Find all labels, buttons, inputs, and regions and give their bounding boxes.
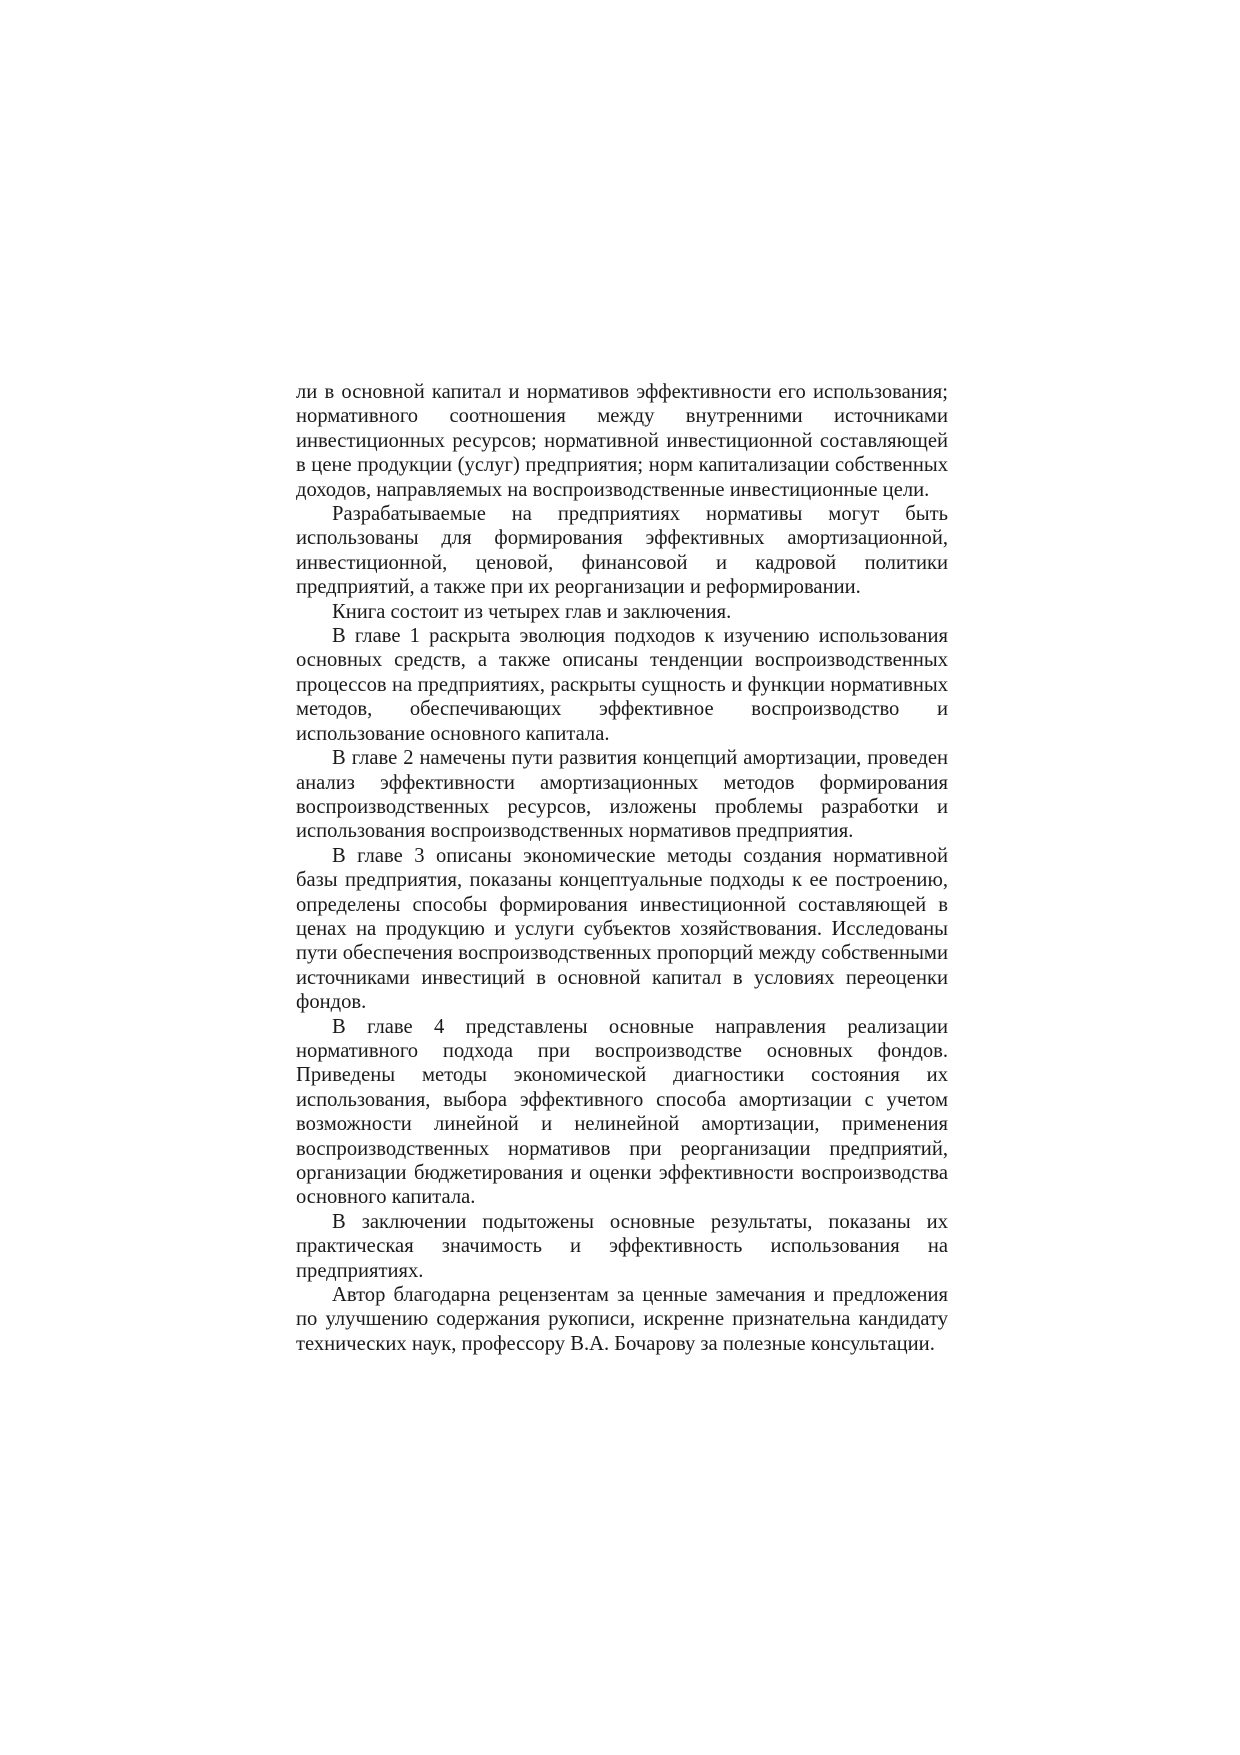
- paragraph-normatives: Разрабатываемые на предприятиях нормативы могут быть использованы для формирования эффективных амортизационной, инвестиционной, ценовой, финансовой и кадровой политики предприятий, а также при их реорганизации и реформировании.: [296, 503, 948, 599]
- paragraph-continuation: ли в основной капитал и нормативов эффективности его использования; нормативного соотношения между внутренними источниками инвестиционных ресурсов; нормативной инвестиционной составляющей в цене продукции (услуг) предприятия; норм капитализации собственных доходов, направляемых на воспроизводственные инвестиционные цели.: [296, 381, 948, 501]
- paragraph-chapter-2: В главе 2 намечены пути развития концепций амортизации, проведен анализ эффективности амортизационных методов формирования воспроизводственных ресурсов, изложены проблемы разработки и использования воспроизводственных нормативов предприятия.: [296, 747, 948, 843]
- paragraph-chapter-1: В главе 1 раскрыта эволюция подходов к изучению использования основных средств, а также описаны тенденции воспроизводственных процессов на предприятиях, раскрыты сущность и функции нормативных методов, обеспечивающих эффективное воспроизводство и использование основного капитала.: [296, 625, 948, 745]
- paragraph-chapter-4: В главе 4 представлены основные направления реализации нормативного подхода при воспроизводстве основных фондов. Приведены методы экономической диагностики состояния их использования, выбора эффективного способа амортизации с учетом возможности линейной и нелинейной амортизации, применения воспроизводственных нормативов при реорганизации предприятий, организации бюджетирования и оценки эффективности воспроизводства основного капитала.: [296, 1015, 948, 1209]
- paragraph-conclusion: В заключении подытожены основные результаты, показаны их практическая значимость и эффективность использования на предприятиях.: [296, 1210, 948, 1282]
- paragraph-acknowledgements: Автор благодарна рецензентам за ценные замечания и предложения по улучшению содержания рукописи, искренне признательна кандидату технических наук, профессору В.А. Бочарову за полезные консультации.: [296, 1284, 948, 1355]
- page-text-block: [296, 380, 948, 1356]
- paragraph-chapter-3: В главе 3 описаны экономические методы создания нормативной базы предприятия, показаны концептуальные подходы к ее построению, определены способы формирования инвестиционной составляющей в ценах на продукцию и услуги субъектов хозяйствования. Исследованы пути обеспечения воспроизводственных пропорций между собственными источниками инвестиций в основной капитал в условиях переоценки фондов.: [296, 844, 948, 1014]
- paragraph-book-structure: Книга состоит из четырех глав и заключения.: [332, 600, 732, 623]
